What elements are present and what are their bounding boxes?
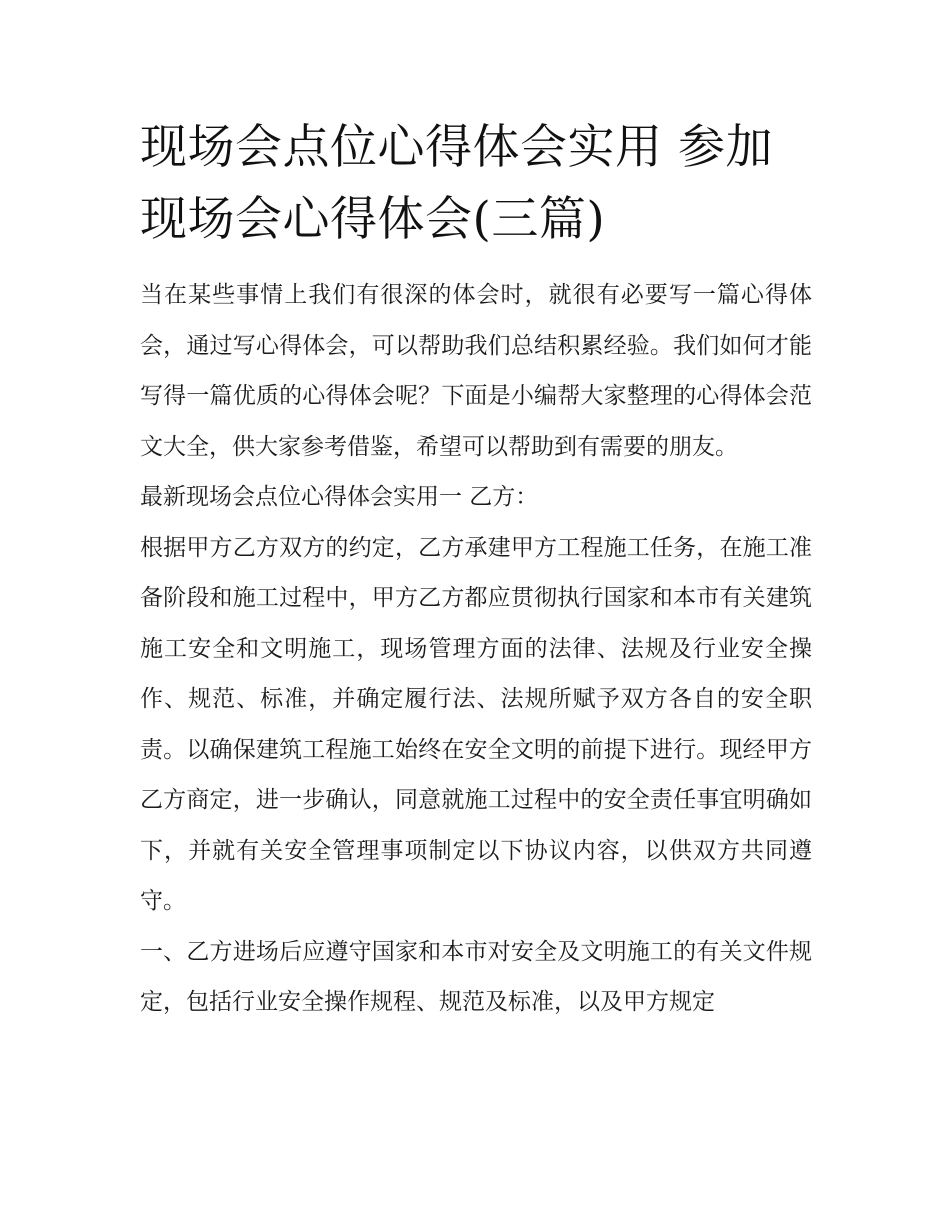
agreement-paragraph: 根据甲方乙方双方的约定，乙方承建甲方工程施工任务，在施工准备阶段和施工过程中，甲方乙方都应贯彻执行国家和本市有关建筑施工安全和文明施工，现场管理方面的法律、法规及行业安全操作、规范、标准，并确定履行法、法规所赋予双方各自的安全职责。以确保建筑工程施工始终在安全文明的前提下进行。现经甲方乙方商定，进一步确认，同意就施工过程中的安全责任事宜明确如下，并就有关安全管理事项制定以下协议内容，以供双方共同遵守。	[140, 534, 812, 914]
document-body	[140, 112, 812, 1028]
intro-paragraph: 当在某些事情上我们有很深的体会时，就很有必要写一篇心得体会，通过写心得体会，可以帮助我们总结积累经验。我们如何才能写得一篇优质的心得体会呢？下面是小编帮大家整理的心得体会范文大全，供大家参考借鉴，希望可以帮助到有需要的朋友。	[140, 282, 812, 460]
document-title: 现场会点位心得体会实用 参加现场会心得体会(三篇)	[140, 120, 773, 247]
clause-one-paragraph: 一、乙方进场后应遵守国家和本市对安全及文明施工的有关文件规定，包括行业安全操作规程、规范及标准，以及甲方规定	[140, 938, 812, 1015]
paragraph-list	[140, 270, 812, 1028]
section-heading-paragraph: 最新现场会点位心得体会实用一 乙方：	[140, 484, 539, 510]
